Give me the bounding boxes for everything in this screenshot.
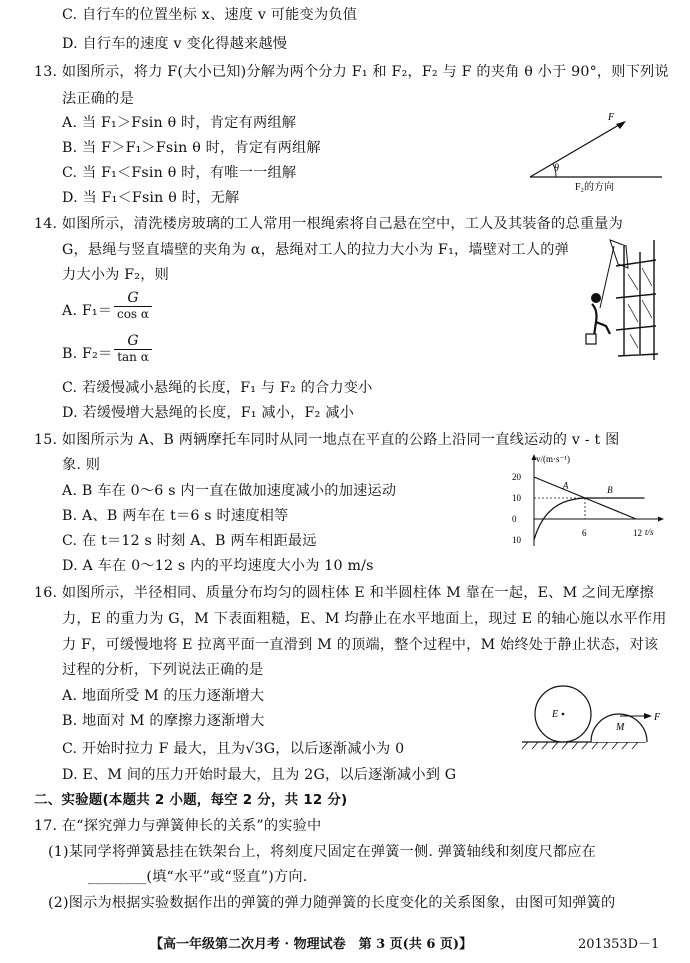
q15-vt-chart bbox=[508, 452, 668, 556]
q15-option-a: A. B 车在 0～6 s 内一直在做加速度减小的加速运动 bbox=[62, 483, 397, 499]
fraction-numerator: G bbox=[127, 333, 139, 349]
q16-option-b: B. 地面对 M 的摩擦力逐渐增大 bbox=[62, 713, 265, 729]
direction-label: F₂的方向 bbox=[575, 182, 615, 193]
q17-part2: (2)图示为根据实验数据作出的弹簧的弹力随弹簧的长度变化的关系图象，由图可知弹簧的 bbox=[48, 895, 616, 911]
q13-option-c: C. 当 F₁＜Fsin θ 时，有唯一一组解 bbox=[62, 165, 297, 181]
q14-stem-cont2: 力大小为 F₂，则 bbox=[62, 267, 169, 283]
q14-option-b-label: B. F₂＝ bbox=[62, 346, 113, 362]
q15-option-b: B. A、B 两车在 t＝6 s 时速度相等 bbox=[62, 508, 289, 524]
y-tick-label: 10 bbox=[512, 493, 521, 503]
q14-option-b-fraction bbox=[114, 333, 152, 364]
q13-option-d: D. 当 F₁＜Fsin θ 时，无解 bbox=[62, 190, 240, 206]
q13-stem-cont: 法正确的是 bbox=[62, 91, 134, 107]
force-label: F bbox=[654, 712, 661, 723]
q12-option-d: D. 自行车的速度 v 变化得越来越慢 bbox=[62, 36, 288, 52]
y-axis-label: v/(m·s⁻¹) bbox=[536, 454, 570, 464]
q12-option-c: C. 自行车的位置坐标 x、速度 v 可能变为负值 bbox=[62, 7, 358, 23]
q14-option-d: D. 若缓慢增大悬绳的长度，F₁ 减小，F₂ 减小 bbox=[62, 405, 354, 421]
q14-option-c: C. 若缓慢减小悬绳的长度，F₁ 与 F₂ 的合力变小 bbox=[62, 380, 373, 396]
series-b-label: B bbox=[607, 484, 613, 495]
series-a-label: A bbox=[562, 480, 569, 491]
bucket bbox=[586, 334, 596, 344]
fraction-numerator: G bbox=[127, 290, 139, 306]
footer-code: 201353D－1 bbox=[578, 937, 660, 952]
q15-stem-cont: 象. 则 bbox=[62, 457, 101, 473]
section-heading-experiment: 二、实验题(本题共 2 小题，每空 2 分，共 12 分) bbox=[34, 792, 348, 808]
q15-option-c: C. 在 t＝12 s 时刻 A、B 两车相距最远 bbox=[62, 533, 317, 549]
q13-stem: 13. 如图所示，将力 F(大小已知)分解为两个分力 F₁ 和 F₂，F₂ 与 F 的夹角 θ 小于 90°，则下列说 bbox=[34, 64, 669, 80]
y-tick-label: 0 bbox=[512, 514, 517, 524]
y-tick-label: 20 bbox=[512, 472, 521, 482]
q17-part1: (1)某同学将弹簧悬挂在铁架台上，将刻度尺固定在弹簧一侧. 弹簧轴线和刻度尺都应在 bbox=[48, 844, 597, 860]
q13-option-a: A. 当 F₁＞Fsin θ 时，肯定有两组解 bbox=[62, 115, 297, 131]
q15-stem: 15. 如图所示为 A、B 两辆摩托车同时从同一地点在平直的公路上沿同一直线运动的 v - t 图 bbox=[34, 432, 620, 448]
footer-title: 【高一年级第二次月考 · 物理试卷 第 3 页(共 6 页)】 bbox=[150, 937, 473, 952]
q14-stem-cont1: G，悬绳与竖直墙壁的夹角为 α，悬绳对工人的拉力大小为 F₁，墙壁对工人的弹 bbox=[62, 242, 570, 258]
x-axis-arrow-icon bbox=[658, 517, 664, 522]
q17-stem: 17. 在“探究弹力与弹簧伸长的关系”的实验中 bbox=[34, 818, 322, 834]
q16-stem-cont3: 过程的分析，下列说法正确的是 bbox=[62, 662, 264, 678]
x-tick-label: 12 bbox=[633, 528, 642, 538]
q15-option-d: D. A 车在 0～12 s 内的平均速度大小为 10 m/s bbox=[62, 558, 374, 574]
q13-option-b: B. 当 F＞F₁＞Fsin θ 时，肯定有两组解 bbox=[62, 140, 321, 156]
half-cylinder-label: M bbox=[616, 722, 625, 733]
cylinder-label: E bbox=[552, 709, 559, 720]
q14-stem: 14. 如图所示，清洗楼房玻璃的工人常用一根绳索将自己悬在空中，工人及其装备的总重量为 bbox=[34, 216, 623, 232]
q16-stem-cont2: 力 F，可缓慢地将 E 拉离平面一直滑到 M 的顶端，整个过程中，M 始终处于静止状态，对该 bbox=[62, 637, 659, 653]
q14-option-a-label: A. F₁＝ bbox=[62, 303, 113, 319]
x-tick-label: 6 bbox=[582, 528, 587, 538]
q14-option-a-fraction bbox=[114, 290, 152, 321]
q14-figure bbox=[580, 238, 660, 367]
y-tick-label: 10 bbox=[512, 535, 521, 545]
q13-figure bbox=[520, 108, 670, 198]
arrowhead-icon bbox=[644, 713, 652, 719]
q16-option-c: C. 开始时拉力 F 最大，且为√3G，以后逐渐减小为 0 bbox=[62, 741, 405, 757]
cylinder-axis bbox=[562, 713, 565, 716]
worker-head bbox=[591, 293, 601, 303]
fraction-denominator: cos α bbox=[114, 306, 152, 321]
fraction-denominator: tan α bbox=[114, 349, 152, 364]
q16-stem: 16. 如图所示，半径相同、质量分布均匀的圆柱体 E 和半圆柱体 M 靠在一起，E、M 之间无摩擦 bbox=[34, 585, 654, 601]
force-f-arrow bbox=[530, 122, 624, 177]
q17-part1-blank: ________(填“水平”或“竖直”)方向. bbox=[88, 869, 308, 885]
force-label: F bbox=[608, 112, 615, 123]
q16-figure bbox=[518, 680, 668, 756]
angle-label: θ bbox=[554, 163, 559, 174]
x-axis-label: t/s bbox=[645, 527, 654, 537]
q16-option-d: D. E、M 间的压力开始时最大，且为 2G，以后逐渐减小到 G bbox=[62, 767, 457, 783]
q16-stem-cont1: 力，E 的重力为 G，M 下表面粗糙，E、M 均静止在水平地面上，现过 E 的轴心施以水平作用 bbox=[62, 611, 667, 627]
q16-option-a: A. 地面所受 M 的压力逐渐增大 bbox=[62, 688, 265, 704]
arrowhead-icon bbox=[616, 121, 626, 129]
